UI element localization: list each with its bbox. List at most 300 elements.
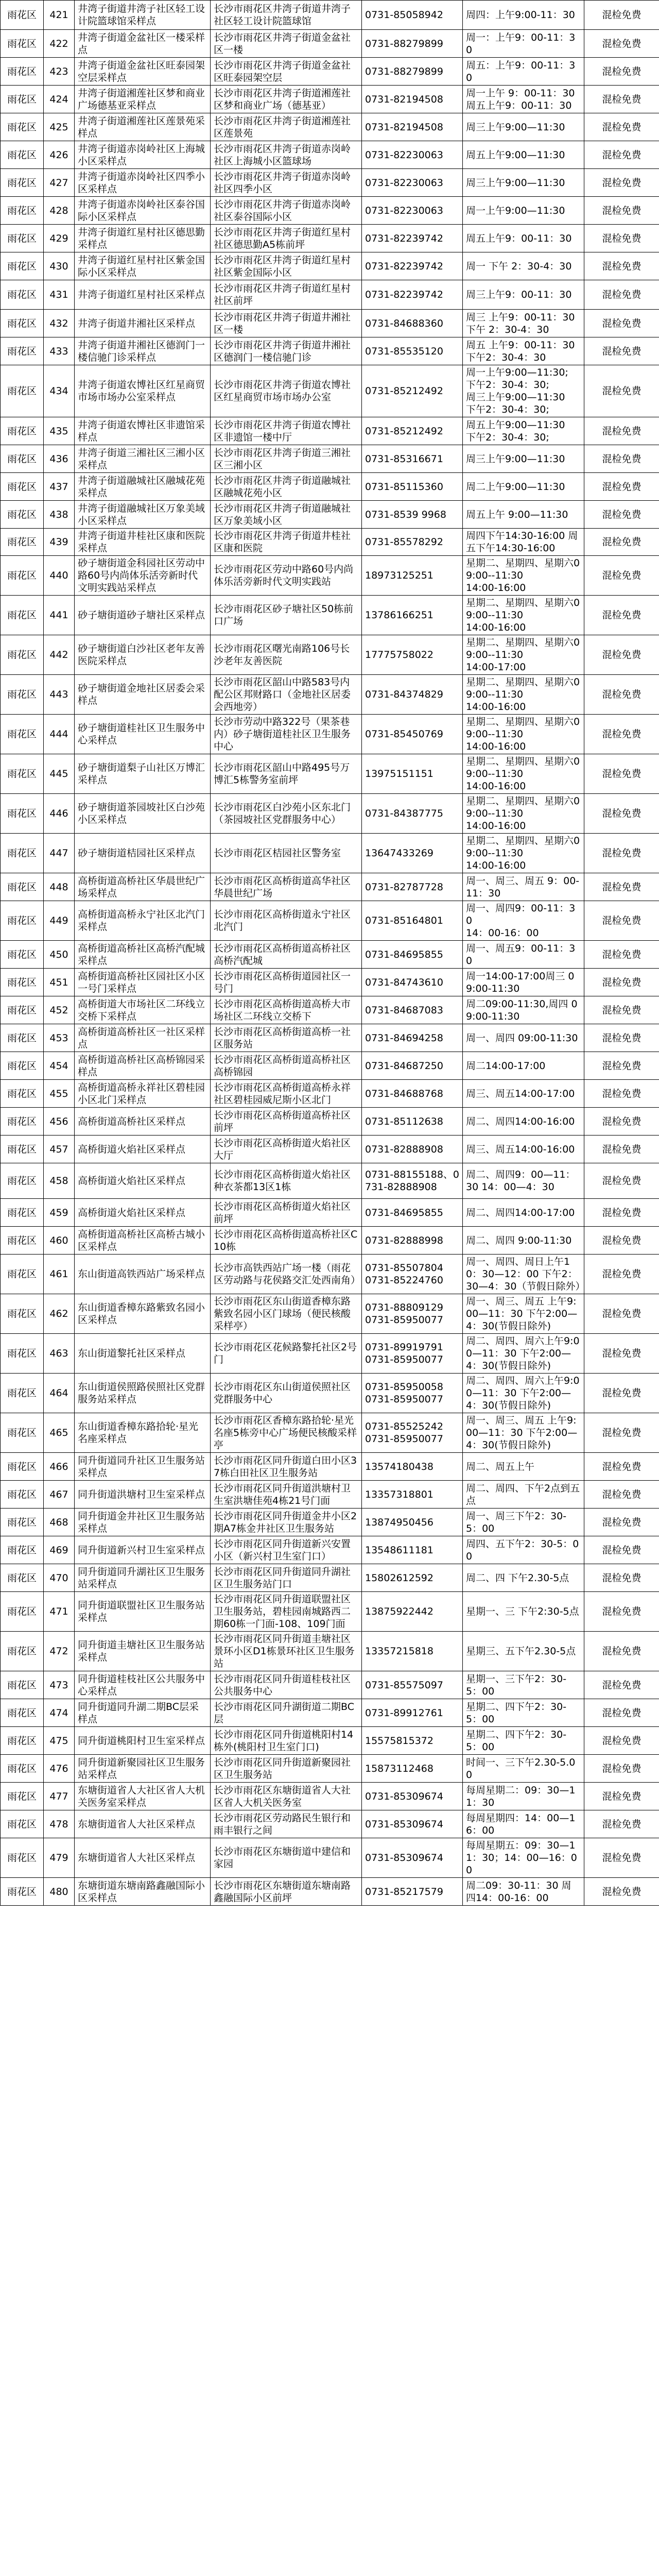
fee-cell: 混检免费	[584, 1163, 659, 1199]
address-cell: 长沙市雨花区井湾子街道井湾子社区轻工设计院篮球馆	[211, 1, 362, 30]
fee-cell: 混检免费	[584, 901, 659, 941]
fee-cell: 混检免费	[584, 1453, 659, 1481]
phone-cell: 0731-82194508	[362, 113, 463, 141]
hours-cell: 周三上午9:00—11:30	[463, 445, 584, 473]
hours-cell: 星期二、星期四、星期六09:00--11:30 14:00-16:00	[463, 596, 584, 635]
site-name-cell: 东山街道黎托社区采样点	[75, 1334, 211, 1374]
phone-cell: 0731-85950058 0731-85950077	[362, 1374, 463, 1413]
phone-cell: 0731-85507804 0731-85224760	[362, 1255, 463, 1294]
site-number-cell: 469	[44, 1536, 75, 1564]
site-number-cell: 429	[44, 225, 75, 252]
hours-cell: 星期一、三下午2：30-5：00	[463, 1671, 584, 1699]
phone-cell: 0731-85309674	[362, 1810, 463, 1838]
address-cell: 长沙市雨花区井湾子街道井桂社区康和医院	[211, 529, 362, 556]
district-cell: 雨花区	[1, 1453, 44, 1481]
address-cell: 长沙市雨花区高桥街道高桥一社区服务站	[211, 1024, 362, 1052]
table-row	[1, 556, 659, 596]
site-number-cell: 454	[44, 1052, 75, 1080]
table-row	[1, 834, 659, 873]
site-number-cell: 422	[44, 30, 75, 58]
fee-cell: 混检免费	[584, 1755, 659, 1783]
address-cell: 长沙市雨花区高桥街道园社区一号门	[211, 969, 362, 996]
address-cell: 长沙市雨花区井湾子街道赤岗岭社区泰谷国际小区	[211, 197, 362, 225]
address-cell: 长沙市雨花区韶山中路583号内配公区邦财路口（金地社区居委会西地旁）	[211, 675, 362, 715]
phone-cell: 0731-85112638	[362, 1108, 463, 1136]
district-cell: 雨花区	[1, 113, 44, 141]
site-name-cell: 东塘街道省人大社区采样点	[75, 1838, 211, 1878]
site-name-cell: 高桥街道高桥社区高桥汽配城采样点	[75, 941, 211, 969]
site-name-cell: 东塘街道东塘南路鑫融国际小区采样点	[75, 1878, 211, 1906]
phone-cell: 13357215818	[362, 1632, 463, 1671]
fee-cell: 混检免费	[584, 556, 659, 596]
fee-cell: 混检免费	[584, 754, 659, 794]
phone-cell: 0731-85212492	[362, 365, 463, 417]
hours-cell: 周二14:00-17:00	[463, 1052, 584, 1080]
district-cell: 雨花区	[1, 1199, 44, 1227]
site-number-cell: 448	[44, 873, 75, 901]
table-row	[1, 996, 659, 1024]
address-cell: 长沙市雨花区高桥街道高桥社区C10栋	[211, 1227, 362, 1255]
phone-cell: 0731-82787728	[362, 873, 463, 901]
site-number-cell: 478	[44, 1810, 75, 1838]
address-cell: 长沙市雨花区同升街道洪塘村卫生室洪塘佳苑4栋21号门面	[211, 1481, 362, 1509]
phone-cell: 0731-84374829	[362, 675, 463, 715]
site-number-cell: 430	[44, 252, 75, 280]
table-row	[1, 794, 659, 834]
phone-cell: 0731-85525242 0731-85950077	[362, 1413, 463, 1453]
address-cell: 长沙市雨花区同升街道桂枝社区公共服务中心	[211, 1671, 362, 1699]
phone-cell: 15802612592	[362, 1564, 463, 1592]
fee-cell: 混检免费	[584, 252, 659, 280]
site-number-cell: 442	[44, 635, 75, 675]
phone-cell: 13875922442	[362, 1592, 463, 1632]
phone-cell: 13357318801	[362, 1481, 463, 1509]
table-row	[1, 473, 659, 501]
district-cell: 雨花区	[1, 1727, 44, 1755]
fee-cell: 混检免费	[584, 715, 659, 754]
hours-cell: 星期二、星期四、星期六09:00--11:30 14:00-16:00	[463, 715, 584, 754]
site-name-cell: 井湾子街道湘莲社区梦和商业广场德基亚采样点	[75, 86, 211, 113]
table-row	[1, 1199, 659, 1227]
district-cell: 雨花区	[1, 1255, 44, 1294]
table-row	[1, 197, 659, 225]
table-row	[1, 1136, 659, 1163]
address-cell: 长沙市雨花区韶山中路495号万博汇5栋警务室前坪	[211, 754, 362, 794]
site-number-cell: 433	[44, 337, 75, 365]
site-name-cell: 高桥街道高桥社区一社区采样点	[75, 1024, 211, 1052]
hours-cell: 周一：上午9：00-11：30	[463, 30, 584, 58]
fee-cell: 混检免费	[584, 30, 659, 58]
district-cell: 雨花区	[1, 1592, 44, 1632]
district-cell: 雨花区	[1, 1481, 44, 1509]
address-cell: 长沙市雨花区东塘街道省人大社区省人大机关医务室	[211, 1783, 362, 1810]
site-name-cell: 高桥街道火焰社区采样点	[75, 1136, 211, 1163]
address-cell: 长沙市雨花区高桥街道高桥社区前坪	[211, 1108, 362, 1136]
address-cell: 长沙市雨花区劳动中路60号内尚体乐活旁新时代文明实践站	[211, 556, 362, 596]
district-cell: 雨花区	[1, 1878, 44, 1906]
fee-cell: 混检免费	[584, 58, 659, 86]
table-row	[1, 1564, 659, 1592]
hours-cell: 周二、周四14:00-16:00	[463, 1108, 584, 1136]
table-row	[1, 873, 659, 901]
hours-cell: 星期二、星期四、星期六09:00--11:30 14:00-16:00	[463, 834, 584, 873]
phone-cell: 18973125251	[362, 556, 463, 596]
site-number-cell: 440	[44, 556, 75, 596]
address-cell: 长沙市雨花区井湾子街道井湘社区一楼	[211, 310, 362, 337]
site-name-cell: 同升街道洪塘村卫生室采样点	[75, 1481, 211, 1509]
hours-cell: 周一14:00-17:00周三 09:00-11:30	[463, 969, 584, 996]
district-cell: 雨花区	[1, 529, 44, 556]
fee-cell: 混检免费	[584, 417, 659, 445]
fee-cell: 混检免费	[584, 834, 659, 873]
site-number-cell: 474	[44, 1699, 75, 1727]
table-row	[1, 1227, 659, 1255]
address-cell: 长沙市雨花区劳动路民生银行和雨丰银行之间	[211, 1810, 362, 1838]
site-name-cell: 同升街道金井社区卫生服务站采样点	[75, 1509, 211, 1536]
district-cell: 雨花区	[1, 1108, 44, 1136]
site-number-cell: 443	[44, 675, 75, 715]
table-row	[1, 596, 659, 635]
address-cell: 长沙市雨花区砂子塘社区50栋前口广场	[211, 596, 362, 635]
phone-cell: 0731-88279899	[362, 30, 463, 58]
site-name-cell: 砂子塘街道金科园社区劳动中路60号内尚体乐活旁新时代文明实践站采样点	[75, 556, 211, 596]
district-cell: 雨花区	[1, 225, 44, 252]
district-cell: 雨花区	[1, 30, 44, 58]
address-cell: 长沙市雨花区桔园社区警务室	[211, 834, 362, 873]
district-cell: 雨花区	[1, 675, 44, 715]
fee-cell: 混检免费	[584, 635, 659, 675]
district-cell: 雨花区	[1, 1838, 44, 1878]
district-cell: 雨花区	[1, 556, 44, 596]
site-number-cell: 463	[44, 1334, 75, 1374]
phone-cell: 0731-85575097	[362, 1671, 463, 1699]
fee-cell: 混检免费	[584, 1199, 659, 1227]
hours-cell: 周二09：30-11：30 周四14：00-16：00	[463, 1878, 584, 1906]
table-row	[1, 141, 659, 169]
hours-cell: 星期二、星期四、星期六09:00--11:30 14:00-16:00	[463, 675, 584, 715]
fee-cell: 混检免费	[584, 969, 659, 996]
site-number-cell: 441	[44, 596, 75, 635]
fee-cell: 混检免费	[584, 1108, 659, 1136]
district-cell: 雨花区	[1, 1536, 44, 1564]
site-name-cell: 井湾子街道井湘社区德润门一楼信驰门诊采样点	[75, 337, 211, 365]
table-row	[1, 1163, 659, 1199]
table-row	[1, 1024, 659, 1052]
hours-cell: 星期二、四下午2：30-5：00	[463, 1727, 584, 1755]
table-row	[1, 225, 659, 252]
district-cell: 雨花区	[1, 501, 44, 529]
phone-cell: 13574180438	[362, 1453, 463, 1481]
site-number-cell: 432	[44, 310, 75, 337]
hours-cell: 周二、周四9：00—11：30 14：00—4：30	[463, 1163, 584, 1199]
site-number-cell: 480	[44, 1878, 75, 1906]
district-cell: 雨花区	[1, 794, 44, 834]
district-cell: 雨花区	[1, 715, 44, 754]
phone-cell: 0731-85578292	[362, 529, 463, 556]
hours-cell: 周二、周四 9:00-11:30	[463, 1227, 584, 1255]
phone-cell: 0731-8539 9968	[362, 501, 463, 529]
site-number-cell: 457	[44, 1136, 75, 1163]
phone-cell: 0731-85309674	[362, 1783, 463, 1810]
fee-cell: 混检免费	[584, 1, 659, 30]
site-number-cell: 455	[44, 1080, 75, 1108]
hours-cell: 周三上午9:00—11:30	[463, 169, 584, 197]
address-cell: 长沙市雨花区井湾子街道融城社区万象美域小区	[211, 501, 362, 529]
phone-cell: 0731-85115360	[362, 473, 463, 501]
address-cell: 长沙市雨花区高桥街道高桥永祥社区碧桂园威尼斯小区北门	[211, 1080, 362, 1108]
hours-cell: 周三、周五14:00-17:00	[463, 1080, 584, 1108]
site-name-cell: 高桥街道高桥社区华晨世纪广场采样点	[75, 873, 211, 901]
fee-cell: 混检免费	[584, 1699, 659, 1727]
address-cell: 长沙市雨花区同升街道新兴安置小区（新兴村卫生室门口）	[211, 1536, 362, 1564]
site-number-cell: 421	[44, 1, 75, 30]
address-cell: 长沙市雨花区高桥街道高桥社区高桥锦园	[211, 1052, 362, 1080]
fee-cell: 混检免费	[584, 1671, 659, 1699]
table-row	[1, 901, 659, 941]
site-name-cell: 同升街道联盟社区卫生服务站采样点	[75, 1592, 211, 1632]
table-row	[1, 252, 659, 280]
site-number-cell: 470	[44, 1564, 75, 1592]
district-cell: 雨花区	[1, 1671, 44, 1699]
address-cell: 长沙市雨花区同升街道圭塘社区景环小区D1栋景环社区卫生服务站	[211, 1632, 362, 1671]
site-name-cell: 井湾子街道融城社区融城花苑采样点	[75, 473, 211, 501]
fee-cell: 混检免费	[584, 1509, 659, 1536]
table-row	[1, 1592, 659, 1632]
hours-cell: 周一、周四、周日上午10：30—12：00 下午2：30—4：30（节假日除外）	[463, 1255, 584, 1294]
table-row	[1, 1334, 659, 1374]
address-cell: 长沙市雨花区香樟东路拾轮·星光名座5栋旁中心广场便民核酸采样亭	[211, 1413, 362, 1453]
site-number-cell: 475	[44, 1727, 75, 1755]
site-name-cell: 井湾子街道三湘社区三湘小区采样点	[75, 445, 211, 473]
site-name-cell: 井湾子街道湘莲社区莲景苑采样点	[75, 113, 211, 141]
phone-cell: 0731-85217579	[362, 1878, 463, 1906]
phone-cell: 0731-85316671	[362, 445, 463, 473]
table-row	[1, 58, 659, 86]
phone-cell: 0731-84695855	[362, 941, 463, 969]
site-name-cell: 东塘街道省人大社区采样点	[75, 1810, 211, 1838]
site-name-cell: 井湾子街道井桂社区康和医院采样点	[75, 529, 211, 556]
site-name-cell: 砂子塘街道砂子塘社区采样点	[75, 596, 211, 635]
phone-cell: 0731-85058942	[362, 1, 463, 30]
phone-cell: 0731-82230063	[362, 169, 463, 197]
district-cell: 雨花区	[1, 473, 44, 501]
table-body	[1, 1, 659, 1906]
site-name-cell: 井湾子街道金盆社区一楼采样点	[75, 30, 211, 58]
phone-cell: 0731-84743610	[362, 969, 463, 996]
address-cell: 长沙市雨花区东山街道香樟东路紫致名园小区门球场（便民核酸采样亭）	[211, 1294, 362, 1334]
hours-cell: 周二上午9:00—11:30	[463, 473, 584, 501]
hours-cell: 周五上午 9:00—11:30	[463, 501, 584, 529]
site-name-cell: 井湾子街道金盆社区旺泰园架空层采样点	[75, 58, 211, 86]
address-cell: 长沙市雨花区高桥街道火焰社区前坪	[211, 1199, 362, 1227]
district-cell: 雨花区	[1, 1783, 44, 1810]
district-cell: 雨花区	[1, 1294, 44, 1334]
site-name-cell: 东山街道高铁西站广场采样点	[75, 1255, 211, 1294]
hours-cell: 周二、周四、下午2点到五点	[463, 1481, 584, 1509]
district-cell: 雨花区	[1, 754, 44, 794]
fee-cell: 混检免费	[584, 445, 659, 473]
fee-cell: 混检免费	[584, 1838, 659, 1878]
hours-cell: 周四、五下午2：30-5：00	[463, 1536, 584, 1564]
table-row	[1, 969, 659, 996]
site-number-cell: 467	[44, 1481, 75, 1509]
phone-cell: 0731-82194508	[362, 86, 463, 113]
address-cell: 长沙市雨花区东山街道侯照社区党群服务中心	[211, 1374, 362, 1413]
table-row	[1, 715, 659, 754]
site-number-cell: 476	[44, 1755, 75, 1783]
address-cell: 长沙市劳动中路322号（果茶巷内）砂子塘街道桂社区卫生服务中心	[211, 715, 362, 754]
phone-cell: 13786166251	[362, 596, 463, 635]
fee-cell: 混检免费	[584, 1080, 659, 1108]
table-row	[1, 1632, 659, 1671]
table-row	[1, 529, 659, 556]
hours-cell: 周四：上午9:00-11：30	[463, 1, 584, 30]
address-cell: 长沙市雨花区高桥街道高桥大市场社区二环线立交桥下	[211, 996, 362, 1024]
address-cell: 长沙市雨花区井湾子街道湘莲社区梦和商业广场（德基亚）	[211, 86, 362, 113]
phone-cell: 0731-88155188、0731-82888908	[362, 1163, 463, 1199]
table-row	[1, 337, 659, 365]
fee-cell: 混检免费	[584, 1564, 659, 1592]
fee-cell: 混检免费	[584, 473, 659, 501]
site-number-cell: 426	[44, 141, 75, 169]
address-cell: 长沙市雨花区同升湖街道二期BC层	[211, 1699, 362, 1727]
phone-cell: 13548611181	[362, 1536, 463, 1564]
phone-cell: 17775758022	[362, 635, 463, 675]
address-cell: 长沙市雨花区同升街道同升湖社区卫生服务站门口	[211, 1564, 362, 1592]
hours-cell: 周五上午9:00—11:30	[463, 141, 584, 169]
fee-cell: 混检免费	[584, 596, 659, 635]
address-cell: 长沙市雨花区同升街道联盟社区卫生服务站，碧桂园南城路西二期60栋一门面-108、109门面	[211, 1592, 362, 1632]
hours-cell: 周一、周三、周五 上午9:00—11：30 下午2:00—4：30(节假日除外)	[463, 1413, 584, 1453]
site-number-cell: 439	[44, 529, 75, 556]
district-cell: 雨花区	[1, 1024, 44, 1052]
site-number-cell: 459	[44, 1199, 75, 1227]
hours-cell: 星期二、星期四、星期六09:00--11:30 14:00-16:00	[463, 794, 584, 834]
address-cell: 长沙市雨花区井湾子街道三湘社区三湘小区	[211, 445, 362, 473]
table-row	[1, 1536, 659, 1564]
site-name-cell: 井湾子街道农博社区红星商贸市场市场办公室采样点	[75, 365, 211, 417]
site-number-cell: 425	[44, 113, 75, 141]
site-number-cell: 477	[44, 1783, 75, 1810]
table-row	[1, 1783, 659, 1810]
district-cell: 雨花区	[1, 86, 44, 113]
phone-cell: 0731-82230063	[362, 141, 463, 169]
district-cell: 雨花区	[1, 197, 44, 225]
address-cell: 长沙市雨花区同升街道白田小区37栋白田社区卫生服务站	[211, 1453, 362, 1481]
address-cell: 长沙市雨花区井湾子街道红星村社区前坪	[211, 280, 362, 310]
district-cell: 雨花区	[1, 635, 44, 675]
district-cell: 雨花区	[1, 834, 44, 873]
table-row	[1, 941, 659, 969]
fee-cell: 混检免费	[584, 197, 659, 225]
address-cell: 长沙市雨花区高桥街道高桥社区高桥汽配城	[211, 941, 362, 969]
phone-cell: 0731-89912761	[362, 1699, 463, 1727]
site-name-cell: 高桥街道高桥永宁社区北汽门采样点	[75, 901, 211, 941]
site-number-cell: 452	[44, 996, 75, 1024]
address-cell: 长沙市雨花区井湾子街道金盆社区旺泰园架空层	[211, 58, 362, 86]
address-cell: 长沙市雨花区同升街道新聚园社区卫生服务站	[211, 1755, 362, 1783]
site-number-cell: 468	[44, 1509, 75, 1536]
hours-cell: 周一、周四9：00-11：30 14：00-16：00	[463, 901, 584, 941]
hours-cell: 周五：上午9：00-11：30	[463, 58, 584, 86]
site-number-cell: 462	[44, 1294, 75, 1334]
site-name-cell: 砂子塘街道梨子山社区万博汇采样点	[75, 754, 211, 794]
table-row	[1, 1413, 659, 1453]
site-number-cell: 479	[44, 1838, 75, 1878]
district-cell: 雨花区	[1, 1509, 44, 1536]
fee-cell: 混检免费	[584, 1413, 659, 1453]
site-name-cell: 井湾子街道赤岗岭社区泰谷国际小区采样点	[75, 197, 211, 225]
site-name-cell: 东山街道侯照路侯照社区党群服务站采样点	[75, 1374, 211, 1413]
site-number-cell: 465	[44, 1413, 75, 1453]
address-cell: 长沙市高铁西站广场一楼（雨花区劳动路与花侯路交汇处西南角）	[211, 1255, 362, 1294]
address-cell: 长沙市雨花区井湾子街道农博社区红星商贸市场市场办公室	[211, 365, 362, 417]
fee-cell: 混检免费	[584, 501, 659, 529]
fee-cell: 混检免费	[584, 1632, 659, 1671]
table-row	[1, 1481, 659, 1509]
hours-cell: 周一 下午 2：30-4：30	[463, 252, 584, 280]
address-cell: 长沙市雨花区曙光南路106号长沙老年友善医院	[211, 635, 362, 675]
fee-cell: 混检免费	[584, 794, 659, 834]
site-name-cell: 井湾子街道井湾子社区轻工设计院篮球馆采样点	[75, 1, 211, 30]
site-name-cell: 同升街道同升湖社区卫生服务站采样点	[75, 1564, 211, 1592]
site-name-cell: 东山街道香樟东路紫致名园小区采样点	[75, 1294, 211, 1334]
site-name-cell: 井湾子街道赤岗岭社区四季小区采样点	[75, 169, 211, 197]
fee-cell: 混检免费	[584, 1878, 659, 1906]
address-cell: 长沙市雨花区高桥街道火焰社区种衣茶都13区1栋	[211, 1163, 362, 1199]
site-number-cell: 435	[44, 417, 75, 445]
site-number-cell: 464	[44, 1374, 75, 1413]
district-cell: 雨花区	[1, 596, 44, 635]
phone-cell: 0731-82239742	[362, 252, 463, 280]
district-cell: 雨花区	[1, 1755, 44, 1783]
phone-cell: 13647433269	[362, 834, 463, 873]
site-number-cell: 456	[44, 1108, 75, 1136]
phone-cell: 0731-84687083	[362, 996, 463, 1024]
site-name-cell: 砂子塘街道桂社区卫生服务中心采样点	[75, 715, 211, 754]
site-number-cell: 460	[44, 1227, 75, 1255]
phone-cell: 0731-82230063	[362, 197, 463, 225]
site-number-cell: 458	[44, 1163, 75, 1199]
fee-cell: 混检免费	[584, 1227, 659, 1255]
district-cell: 雨花区	[1, 310, 44, 337]
hours-cell: 每周星期四：14：00—16：00	[463, 1810, 584, 1838]
site-name-cell: 同升街道桂枝社区公共服务中心采样点	[75, 1671, 211, 1699]
fee-cell: 混检免费	[584, 280, 659, 310]
site-name-cell: 砂子塘街道金地社区居委会采样点	[75, 675, 211, 715]
hours-cell: 周一上午9:00—11:30	[463, 197, 584, 225]
address-cell: 长沙市雨花区井湾子街道红星村社区德思勤A5栋前坪	[211, 225, 362, 252]
fee-cell: 混检免费	[584, 365, 659, 417]
site-number-cell: 453	[44, 1024, 75, 1052]
hours-cell: 周五上午9:00—11:30 下午2：30-4：30;	[463, 417, 584, 445]
district-cell: 雨花区	[1, 1052, 44, 1080]
table-row	[1, 1294, 659, 1334]
site-name-cell: 井湾子街道农博社区非遗馆采样点	[75, 417, 211, 445]
site-name-cell: 同升街道同升社区卫生服务站采样点	[75, 1453, 211, 1481]
hours-cell: 周一、周四 09:00-11:30	[463, 1024, 584, 1052]
address-cell: 长沙市雨花区白沙苑小区东北门（茶园坡社区党群服务中心）	[211, 794, 362, 834]
hours-cell: 星期二、四下午2：30-5：00	[463, 1699, 584, 1727]
table-row	[1, 1671, 659, 1699]
site-name-cell: 高桥街道高桥永祥社区碧桂园小区北门采样点	[75, 1080, 211, 1108]
site-number-cell: 434	[44, 365, 75, 417]
site-name-cell: 井湾子街道红星村社区采样点	[75, 280, 211, 310]
fee-cell: 混检免费	[584, 113, 659, 141]
table-row	[1, 1755, 659, 1783]
phone-cell: 0731-82888998	[362, 1227, 463, 1255]
phone-cell: 0731-88809129 0731-85950077	[362, 1294, 463, 1334]
